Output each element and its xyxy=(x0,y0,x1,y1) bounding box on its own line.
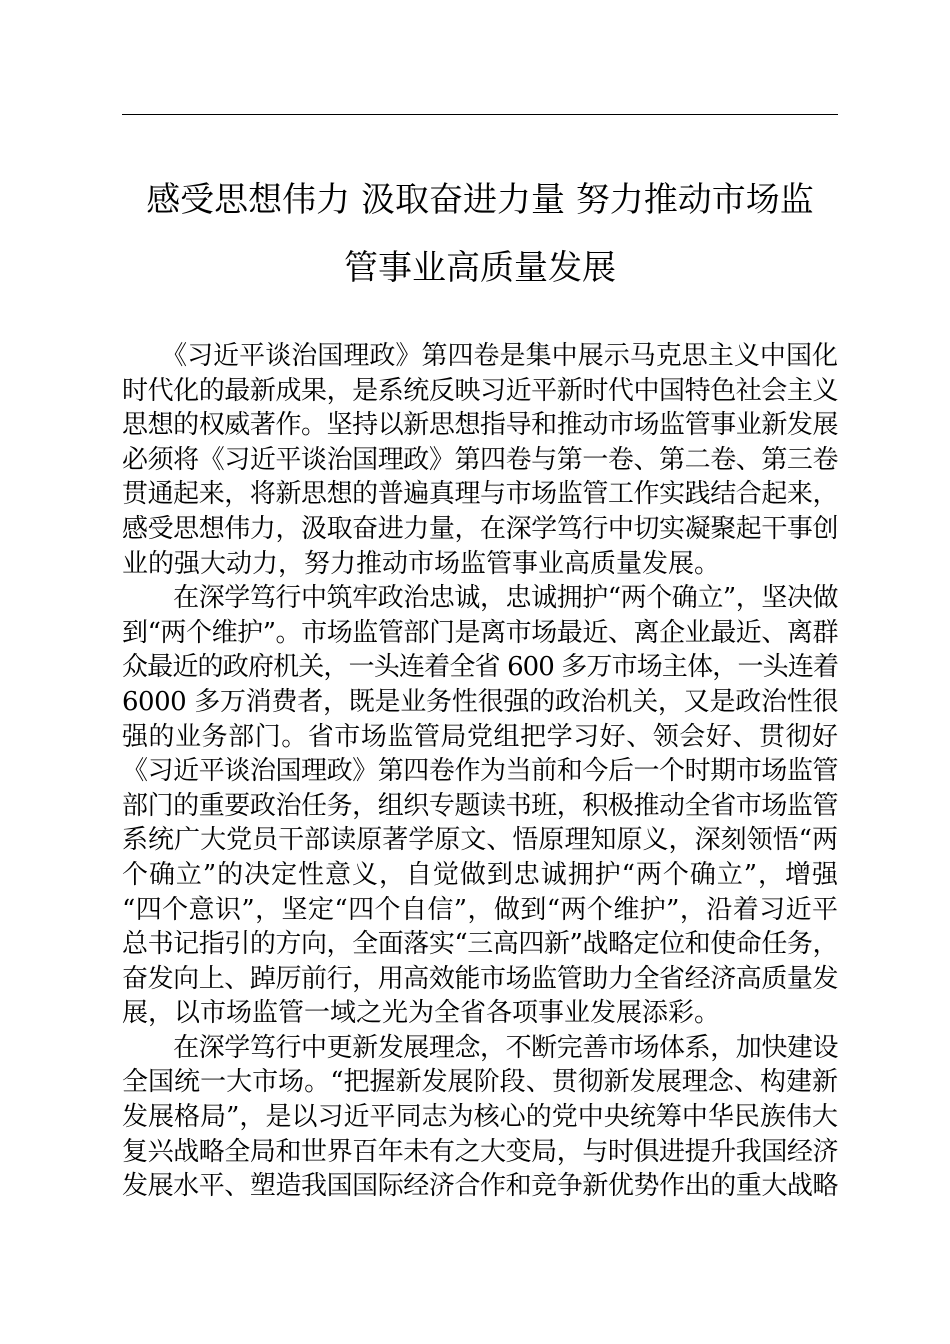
text-line: 时代化的最新成果，是系统反映习近平新时代中国特色社会主义 xyxy=(122,375,838,406)
text-line: 强的业务部门。省市场监管局党组把学习好、领会好、贯彻好 xyxy=(122,721,838,752)
text-line: 在深学笃行中更新发展理念，不断完善市场体系，加快建设 xyxy=(122,1032,838,1063)
text-line: 到“两个维护”。市场监管部门是离市场最近、离企业最近、离群 xyxy=(122,617,838,648)
title-line: 管事业高质量发展 xyxy=(344,248,616,288)
title-line: 感受思想伟力 汲取奋进力量 努力推动市场监 xyxy=(146,180,814,220)
paragraph-1 xyxy=(122,339,838,581)
paragraph-2 xyxy=(122,581,838,1031)
document-body xyxy=(122,339,838,1204)
header-rule xyxy=(122,114,838,115)
text-line: 思想的权威著作。坚持以新思想指导和推动市场监管事业新发展 xyxy=(122,410,838,441)
text-line: 感受思想伟力，汲取奋进力量，在深学笃行中切实凝聚起干事创 xyxy=(122,513,838,544)
text-line: 系统广大党员干部读原著学原文、悟原理知原义，深刻领悟“两 xyxy=(122,825,838,856)
text-line: 必须将《习近平谈治国理政》第四卷与第一卷、第二卷、第三卷 xyxy=(122,444,838,475)
text-line: 复兴战略全局和世界百年未有之大变局，与时俱进提升我国经济 xyxy=(122,1136,838,1167)
text-line: 《习近平谈治国理政》第四卷是集中展示马克思主义中国化 xyxy=(122,341,838,371)
text-line: 部门的重要政治任务，组织专题读书班，积极推动全省市场监管 xyxy=(122,790,838,821)
text-line: 个确立”的决定性意义，自觉做到忠诚拥护“两个确立”，增强 xyxy=(122,859,838,890)
text-line: 在深学笃行中筑牢政治忠诚，忠诚拥护“两个确立”，坚决做 xyxy=(122,583,838,614)
text-line: 发展格局”，是以习近平同志为核心的党中央统筹中华民族伟大 xyxy=(122,1102,838,1133)
text-line: 众最近的政府机关，一头连着全省 600 多万市场主体，一头连着 xyxy=(122,652,838,683)
text-line: 总书记指引的方向，全面落实“三高四新”战略定位和使命任务， xyxy=(122,929,838,960)
text-line: 贯通起来，将新思想的普遍真理与市场监管工作实践结合起来， xyxy=(122,479,838,510)
text-line: 《习近平谈治国理政》第四卷作为当前和今后一个时期市场监管 xyxy=(122,756,838,787)
page-title xyxy=(122,166,838,302)
text-line: 奋发向上、踔厉前行，用高效能市场监管助力全省经济高质量发 xyxy=(122,963,838,994)
paragraph-3 xyxy=(122,1031,838,1204)
text-line: 6000 多万消费者，既是业务性很强的政治机关，又是政治性很 xyxy=(122,686,838,717)
text-line: 业的强大动力，努力推动市场监管事业高质量发展。 xyxy=(122,548,721,579)
text-line: 发展水平、塑造我国国际经济合作和竞争新优势作出的重大战略 xyxy=(122,1171,838,1202)
text-line: 展，以市场监管一域之光为全省各项事业发展添彩。 xyxy=(122,998,721,1029)
text-line: “四个意识”，坚定“四个自信”，做到“两个维护”，沿着习近平 xyxy=(122,894,838,925)
text-line: 全国统一大市场。“把握新发展阶段、贯彻新发展理念、构建新 xyxy=(122,1067,838,1098)
